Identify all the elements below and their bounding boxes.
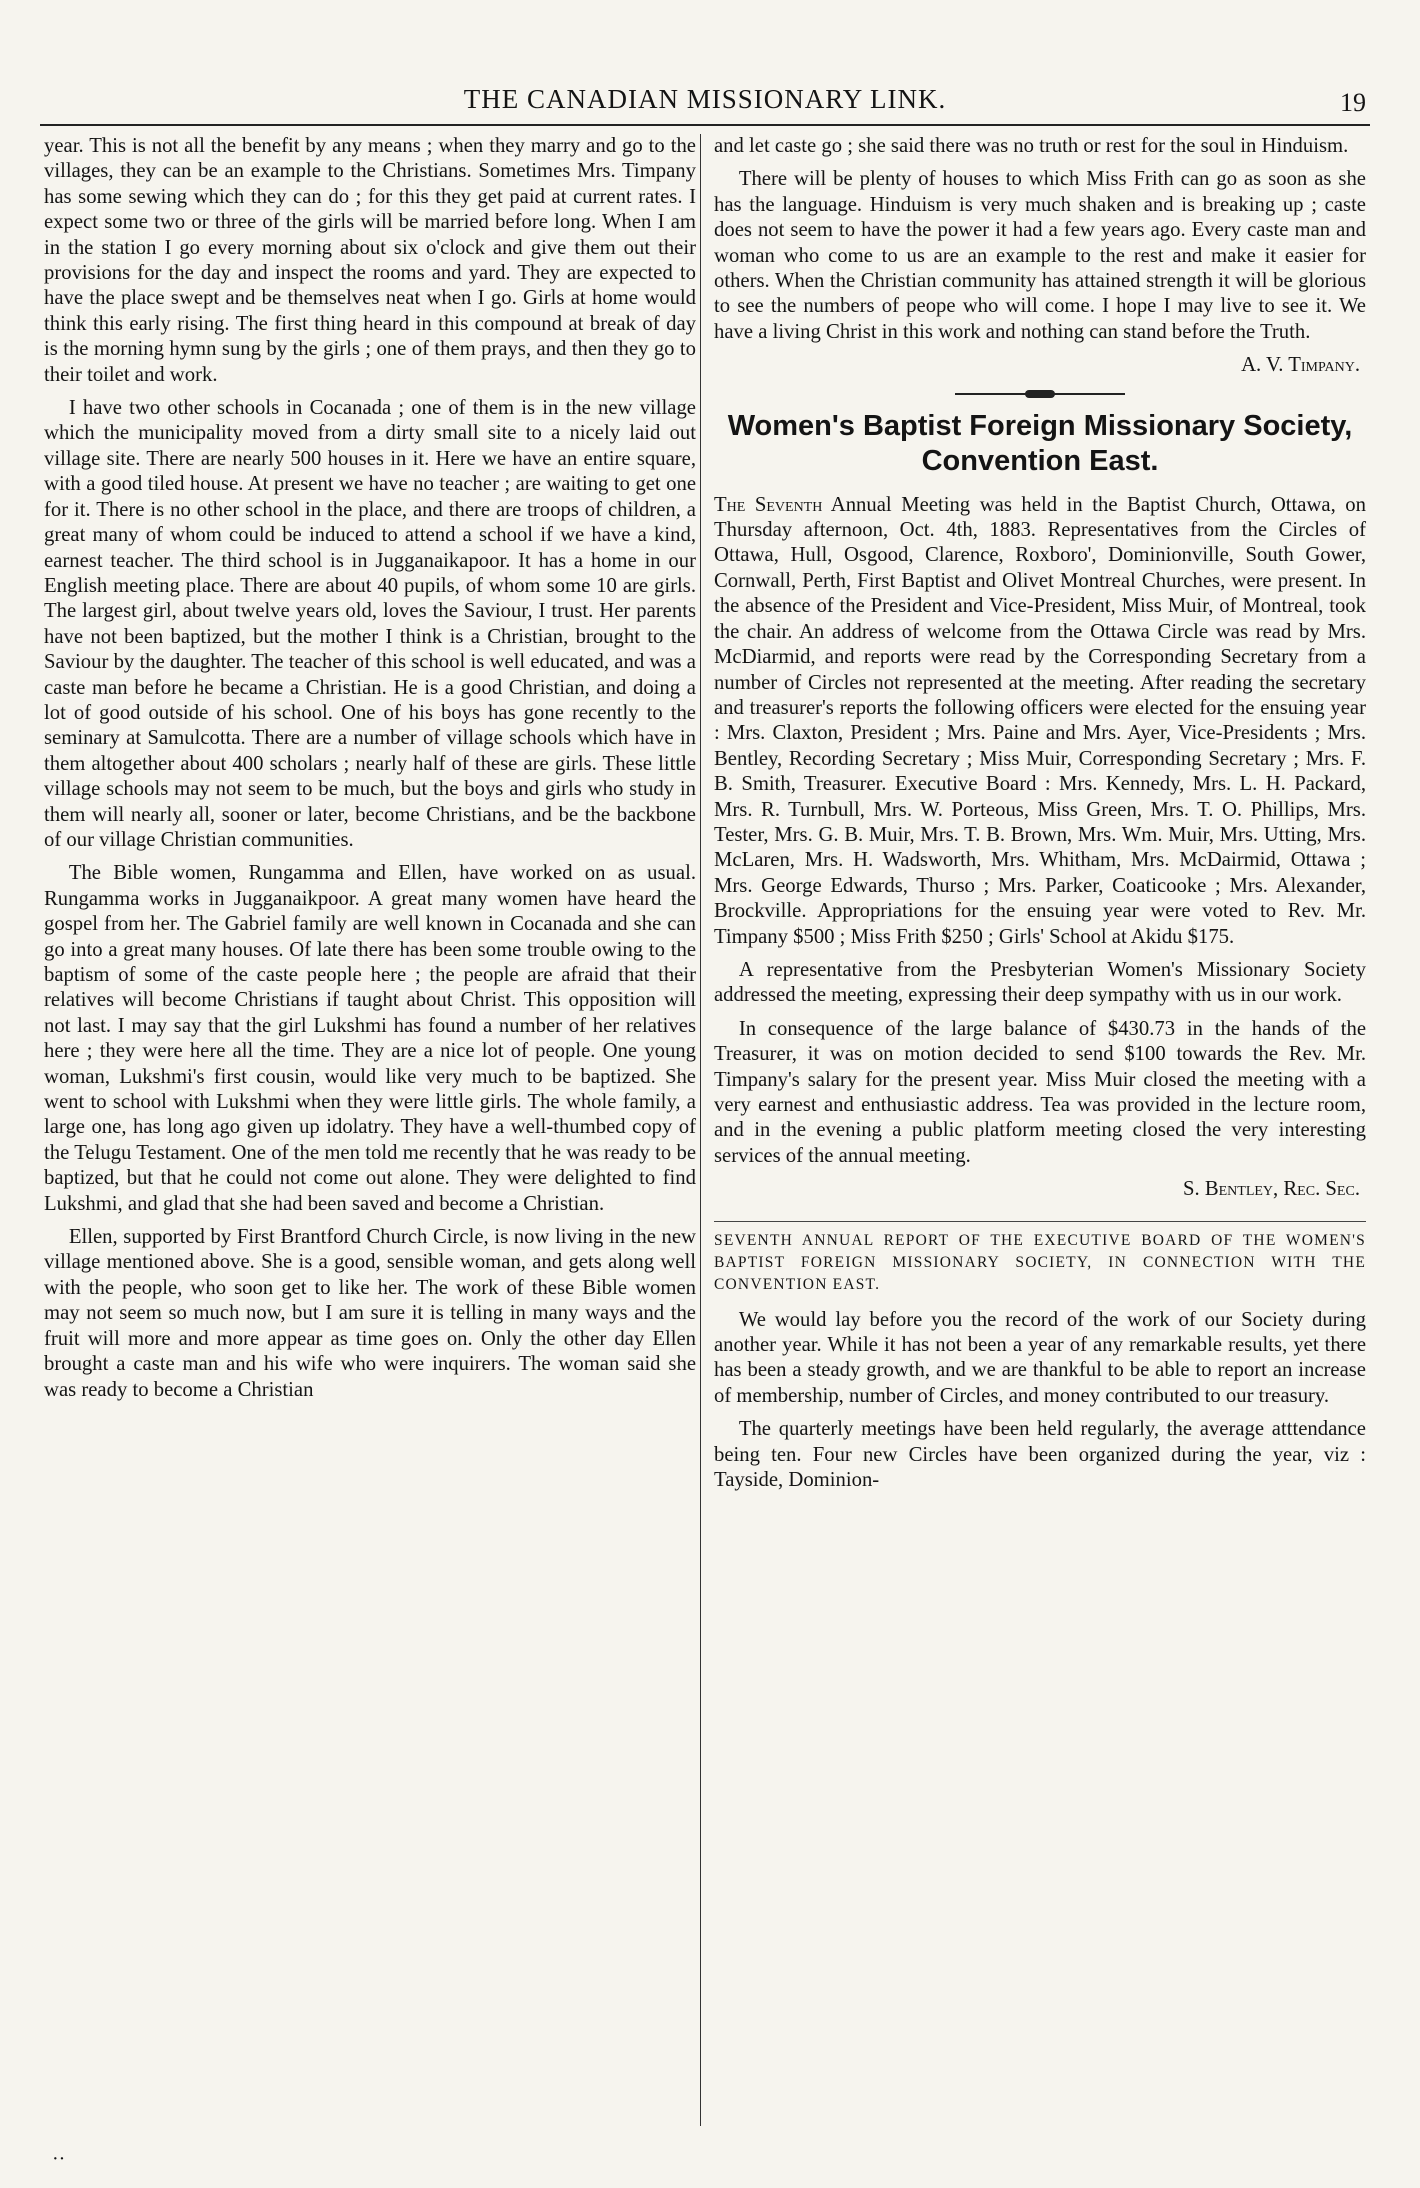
- body-paragraph: We would lay before you the record of the work of our Society during another year. While it has not been a year of any remarkable results, yet there has been a steady growth, and we are thankful to be able to report an increase of membership, number of Circles, and money contributed to our treasury.: [714, 1308, 1366, 1407]
- lead-words: The Seventh: [714, 493, 823, 516]
- right-column: [714, 134, 1366, 1501]
- report-heading: SEVENTH ANNUAL REPORT OF THE EXECUTIVE BOARD OF THE WOMEN'S BAPTIST FOREIGN MISSIONARY SOCIETY, IN CONNECTION WITH THE CONVENTION EAST.: [714, 1221, 1366, 1296]
- secretary-signature: S. Bentley, Rec. Sec.: [1182, 1178, 1360, 1201]
- body-paragraph: There will be plenty of houses to which Miss Frith can go as soon as she has the language. Hinduism is very much shaken and is breaking up ; caste does not seem to have the power it had a few years ago. Every caste man and woman who come to us are an example to the rest and make it easier for others. When the Christian community has attained strength it will be glorious to see the numbers of peope who will come. I hope I may live to see it. We have a living Christ in this work and nothing can stand before the Truth.: [714, 168, 1366, 343]
- body-paragraph: and let caste go ; she said there was no truth or rest for the soul in Hinduism.: [714, 135, 1349, 157]
- page-number: 19: [1340, 88, 1366, 117]
- ornamental-rule: [955, 393, 1125, 395]
- body-paragraph: In consequence of the large balance of $430.73 in the hands of the Treasurer, it was on motion decided to send $100 towards the Rev. Mr. Timpany's salary for the present year. Miss Muir closed the meeting with a very earnest and enthusiastic address. Tea was provided in the lecture room, and in the evening a public platform meeting closed the very interesting services of the annual meeting.: [714, 1017, 1366, 1167]
- left-column: [44, 134, 696, 1411]
- publication-title: THE CANADIAN MISSIONARY LINK.: [463, 84, 947, 114]
- meeting-text: Annual Meeting was held in the Baptist Church, Ottawa, on Thursday afternoon, Oct. 4th, 1883. Representatives from the Circles of Ottawa, Hull, Osgood, Clarence, Roxboro', Dominionville, South Gower, Cornwall, Perth, First Baptist and Olivet Montreal Churches, were present. In the absence of the President and Vice-President, Miss Muir, of Montreal, took the chair. An address of welcome from the Ottawa Circle was read by Mrs. McDiarmid, and reports were read by the Corresponding Secretary from a number of Circles not represented at the meeting. After reading the secretary and treasurer's reports the following officers were elected for the ensuing year : Mrs. Claxton, President ; Mrs. Paine and Mrs. Ayer, Vice-Presidents ; Mrs. Bentley, Recording Secretary ; Miss Muir, Corresponding Secretary ; Mrs. F. B. Smith, Treasurer. Executive Board : Mrs. Kennedy, Mrs. L. H. Packard, Mrs. R. Turnbull, Mrs. W. Porteous, Miss Green, Mrs. T. O. Phillips, Mrs. Tester, Mrs. G. B. Muir, Mrs. T. B. Brown, Mrs. Wm. Muir, Mrs. Utting, Mrs. McLaren, Mrs. H. Wadsworth, Mrs. Whitham, Mrs. McDairmid, Ottawa ; Mrs. George Edwards, Thurso ; Mrs. Parker, Coaticooke ; Mrs. Alexander, Brockville. Appropriations for the ensuing year were voted to Rev. Mr. Timpany $500 ; Miss Frith $250 ; Girls' School at Akidu $175.: [714, 493, 1366, 948]
- body-paragraph: The quarterly meetings have been held regularly, the average atttendance being ten. Four new Circles have been organized during the year, viz : Tayside, Dominion-: [714, 1418, 1366, 1492]
- body-paragraph: A representative from the Presbyterian Women's Missionary Society addressed the meeting, expressing their deep sympathy with us in our work.: [714, 958, 1366, 1007]
- body-paragraph: I have two other schools in Cocanada ; one of them is in the new village which the municipality moved from a dirty small site to a nicely laid out village site. There are nearly 500 houses in it. Here we have an entire square, with a good tiled house. At present we have no teacher ; are waiting to get one for it. There is no other school in the place, and there are troops of children, a great many of whom could be induced to attend a school if we have a kind, earnest teacher. The third school is in Jugganaikapoor. It has a home in our English meeting place. There are about 40 pupils, of whom some 10 are girls. The largest girl, about twelve years old, loves the Saviour, I trust. Her parents have not been baptized, but the mother I think is a Christian, brought to the Saviour by the daughter. The teacher of this school is well educated, and was a caste man before he became a Christian. He is a good Christian, and doing a lot of good outside of his school. One of his boys has gone recently to the seminary at Samulcotta. There are a number of village schools which have in them altogether about 400 scholars ; nearly half of these are girls. These little village schools may not seem to be much, but the boys and girls who study in them will nearly all, sooner or later, become Christians, and be the backbone of our village Christian communities.: [44, 397, 696, 851]
- body-paragraph: The Bible women, Rungamma and Ellen, have worked on as usual. Rungamma works in Jugganaikpoor. A great many women have heard the gospel from her. The Gabriel family are well known in Cocanada and she can go into a great many houses. Of late there has been some trouble owing to the baptism of some of the caste people here ; the people are afraid that their relatives will become Christians if taught about Christ. This opposition will not last. I may say that the girl Lukshmi has found a number of her relatives here ; they were here all the time. They are a nice lot of people. One young woman, Lukshmi's first cousin, would like very much to be baptized. She went to school with Lukshmi when they were little girls. The whole family, a large one, has long ago given up idolatry. They have a well-thumbed copy of the Telugu Testament. One of the men told me recently that he was ready to be baptized, but that he could not come out alone. They were delighted to find Lukshmi, and glad that she had been saved and become a Christian.: [44, 862, 696, 1215]
- column-divider: [700, 134, 701, 2126]
- masthead: [40, 84, 1370, 126]
- letter-signature: A. V. Timpany.: [1241, 354, 1360, 377]
- body-paragraph: Ellen, supported by First Brantford Church Circle, is now living in the new village mentioned above. She is a good, sensible woman, and gets along well with the people, who soon get to like her. The work of these Bible women may not seem so much now, but I am sure it is telling in many ways and the fruit will more and more appear as time goes on. Only the other day Ellen brought a caste man and his wife who were inquirers. The woman said she was ready to become a Christian: [44, 1226, 696, 1401]
- body-paragraph: year. This is not all the benefit by any means ; when they marry and go to the villages, they can be an example to the Christians. Sometimes Mrs. Timpany has some sewing which they can do ; for this they get paid at current rates. I expect some two or three of the girls will be married before long. When I am in the station I go every morning about six o'clock and give them out their provisions for the day and inspect the rooms and yard. They are expected to have the place swept and be themselves neat when I go. Girls at home would think this early rising. The first thing heard in this compound at break of day is the morning hymn sung by the girls ; one of them prays, and then they go to their toilet and work.: [44, 135, 696, 386]
- section-heading: Women's Baptist Foreign Missionary Society, Convention East.: [727, 409, 1353, 477]
- print-mark: ··: [52, 2148, 66, 2170]
- meeting-paragraph: [714, 493, 1366, 950]
